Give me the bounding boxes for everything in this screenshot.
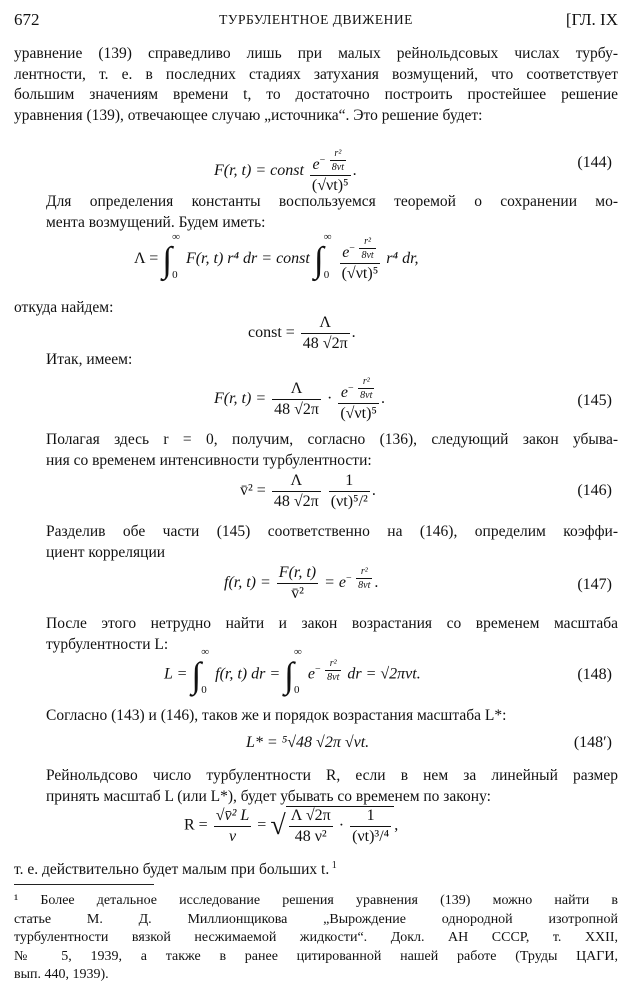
footnote: ¹ Более детальное исследование решения уравнения (139) можно найти в статье М. Д. Миллионщикова „Вырождение однородной изотропной турбулентности вязкой несжимаемой жидкости“. Докл. АН СССР, т. XXII, № 5, 1939, а также в ранее цитированной нашей работе (Труды ЦАГИ, вып. 440, 1939). <box>14 893 618 982</box>
paragraph-1: уравнение (139) справедливо лишь при малых рейнольдсовых числах турбу- лентности, т. е. в последних стадиях затухания возмущений, что соответствует большим значениям времени t, то достаточно построить простейшее решение уравнения (139), отвечающее случаю „источника“. Это решение будет: <box>14 45 618 124</box>
page-header <box>14 10 618 34</box>
equation-145: F(r, t) = $\frac{\Lambda}{48 √2\pi}$ · $e^{- \frac{\text{r²}}{8\nu t}}$ (√νt)⁵ . (145) <box>214 376 612 423</box>
chapter-label: [ГЛ. IX <box>565 10 618 29</box>
paragraph-6: Разделив обе части (145) соответственно на (146), определим коэффи- циент корреляции <box>46 523 618 561</box>
equation-number: (148′) <box>573 734 612 751</box>
equation-144: F(r, t) = const $e^{- \frac{\text{r²}}{8\nu t}}$ (√νt)⁵ . (144) <box>214 148 612 195</box>
page-number: 672 <box>14 10 40 29</box>
equation-147: f(r, t) = $\frac{F(r, t)}{\text{v̄²}}$ = $e^{- \frac{\text{r²}}{8\nu t}}$ . (147) <box>224 564 612 602</box>
paragraph-7: После этого нетрудно найти и закон возрастания со временем масштаба турбулентности L: <box>46 615 618 653</box>
paragraph-4: Итак, имеем: <box>46 351 133 368</box>
equation-number: (145) <box>577 392 612 409</box>
equation-148: L = ∫ ∞ 0 f(r, t) dr = ∫ ∞ 0 $e^{- \frac{\text{r²}}{8\nu t}}$ dr = √2πνt. (148) <box>164 646 612 696</box>
equation-146: v̄² = $\frac{\Lambda}{48 √2\pi}$ $\frac{1}{\text{(νt)⁵/²}}$ . (146) <box>240 472 612 510</box>
paragraph-3: откуда найдем: <box>14 299 114 316</box>
equation-integral: Λ = ∫ ∞ 0 F(r, t) r⁴ dr = const ∫ ∞ 0 $e^{- \frac{\text{r²}}{8\nu t}}$ (√νt)⁵ r⁴ dr, <box>134 230 419 283</box>
paragraph-10: т. е. действительно будет малым при больших t. $^1$ <box>14 860 337 879</box>
paragraph-9: Рейнольдсово число турбулентности R, если в нем за линейный размер принять масштаб L (или L*), будет убывать со временем по закону: <box>46 767 618 805</box>
equation-number: (144) <box>577 154 612 171</box>
equation-reynolds: R = $\frac{\text{√v̄² L}}{\nu}$ = √ $\frac{\Lambda √2\pi}{\text{48 ν²}}$ · $\frac{1}{\text{(νt)³/⁴}}$ , <box>184 806 399 845</box>
equation-148-prime: L* = ⁵√48 √2π √νt. (148′) <box>246 734 612 751</box>
paragraph-8: Согласно (143) и (146), таков же и порядок возрастания масштаба L*: <box>46 707 507 724</box>
paragraph-2: Для определения константы воспользуемся теоремой о сохранении мо- мента возмущений. Будем иметь: <box>46 193 618 231</box>
footnote-divider <box>14 884 154 885</box>
running-title: ТУРБУЛЕНТНОЕ ДВИЖЕНИЕ <box>219 12 413 27</box>
equation-number: (147) <box>577 576 612 593</box>
equation-const: const = $\frac{\Lambda}{48 √2\pi}$ . <box>248 314 356 352</box>
equation-number: (148) <box>577 666 612 683</box>
equation-number: (146) <box>577 482 612 499</box>
paragraph-5: Полагая здесь r = 0, получим, согласно (136), следующий закон убыва- ния со временем интенсивности турбулентности: <box>46 431 618 469</box>
